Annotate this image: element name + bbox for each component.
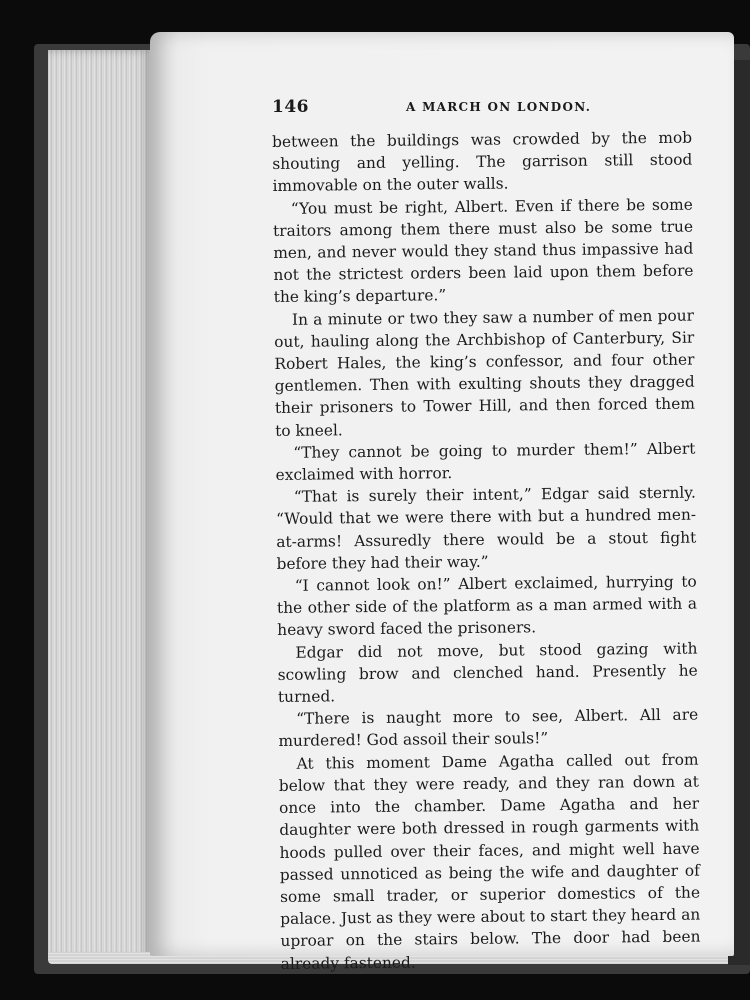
paragraph: In a minute or two they saw a number of men pour out, hauling along the Archbishop of Canterbury, Sir Robert Hales, the king’s confessor, and four other gentlemen. Then with exulting shouts they dragged their prisoners to Tower Hill, and then forced them to kneel. (274, 306, 695, 440)
paragraph: “They cannot be going to murder them!” Albert exclaimed with horror. (275, 439, 696, 485)
page-number: 146 (272, 97, 309, 117)
page-edges (48, 50, 153, 960)
running-title: A MARCH ON LONDON. (406, 100, 592, 114)
paragraph: “I cannot look on!” Albert exclaimed, hurrying to the other side of the platform as a man armed with a heavy sword faced the prisoners. (276, 572, 698, 640)
paragraph: At this moment Dame Agatha called out from below that they were ready, and they ran down at once into the chamber. Dame Agatha and her daughter were both dressed in rough garments with hoods pulled over their faces, and might well have passed unnoticed as being the wife and daughter of some small trader, or superior domestics of the palace. Just as they were about to start they heard an uproar on the stairs below. The door had been already fastened. (278, 750, 701, 973)
paragraph: between the buildings was crowded by the mob shouting and yelling. The garrison still stood immovable on the outer walls. (272, 128, 693, 196)
paragraph: Edgar did not move, but stood gazing with scowling brow and clenched hand. Presently he turned. (277, 639, 698, 707)
body-text (272, 127, 701, 975)
paragraph: “There is naught more to see, Albert. All are murdered! God assoil their souls!” (278, 705, 699, 751)
paragraph: “That is surely their intent,” Edgar said sternly. “Would that we were there with but a hundred men-at-arms! Assuredly there would be a stout fight before they had their way.” (275, 483, 697, 573)
running-head (272, 97, 690, 119)
paragraph: “You must be right, Albert. Even if there be some traitors among them there must also be some true men, and never would they stand thus impassive had not the strictest orders been laid upon them before the king’s departure.” (272, 195, 694, 307)
